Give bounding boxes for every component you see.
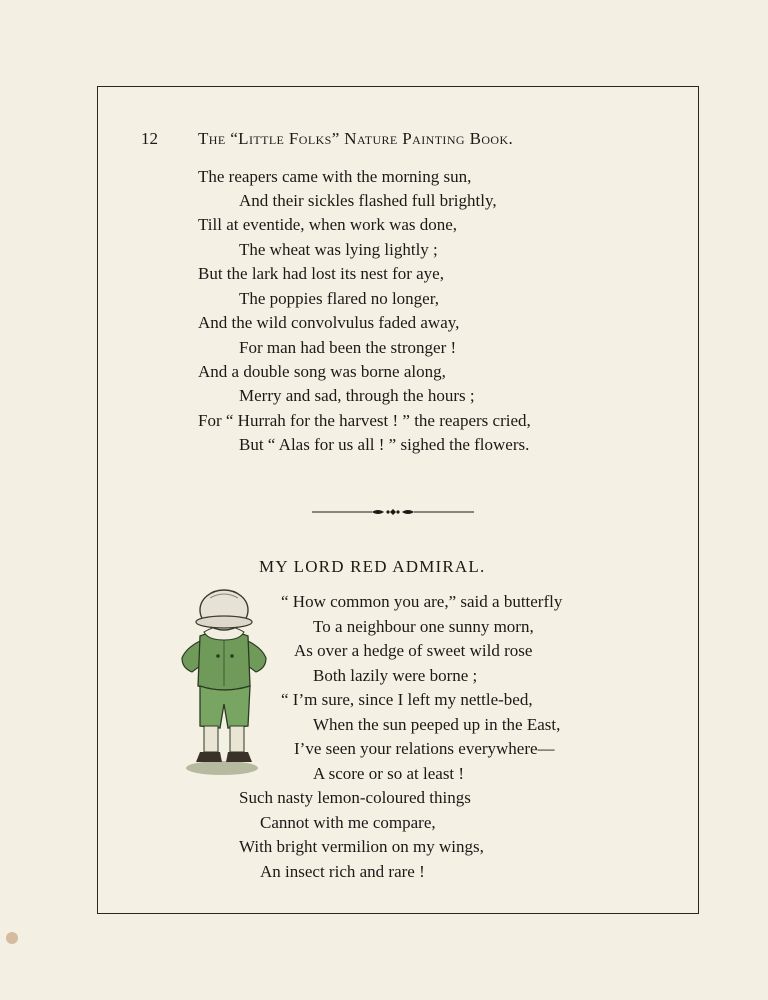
poem-line: Till at eventide, when work was done, bbox=[198, 215, 458, 234]
poem-line: Cannot with me compare, bbox=[260, 813, 436, 832]
poem-line: When the sun peeped up in the East, bbox=[313, 715, 561, 734]
page-header bbox=[0, 129, 768, 153]
poem-line: And a double song was borne along, bbox=[198, 362, 446, 381]
poem-line: An insect rich and rare ! bbox=[260, 862, 425, 881]
poem-line: The poppies flared no longer, bbox=[239, 289, 439, 308]
poem-line: But the lark had lost its nest for aye, bbox=[198, 264, 444, 283]
poem-line: But “ Alas for us all ! ” sighed the flowers. bbox=[239, 435, 530, 454]
page-number: 12 bbox=[141, 129, 158, 148]
poem-title: MY LORD RED ADMIRAL. bbox=[259, 557, 486, 576]
poem-line: “ I’m sure, since I left my nettle-bed, bbox=[281, 690, 533, 709]
poem-line: The wheat was lying lightly ; bbox=[239, 240, 438, 259]
poem-line: As over a hedge of sweet wild rose bbox=[294, 641, 533, 660]
poem-line: Both lazily were borne ; bbox=[313, 666, 478, 685]
poem-line: Such nasty lemon-coloured things bbox=[239, 788, 471, 807]
boy-in-green-suit-illustration bbox=[178, 586, 270, 782]
poem-line: For man had been the stronger ! bbox=[239, 338, 457, 357]
poem-line: A score or so at least ! bbox=[313, 764, 465, 783]
section-divider-ornament bbox=[312, 506, 474, 518]
poem-line: Merry and sad, through the hours ; bbox=[239, 386, 475, 405]
poem-line: I’ve seen your relations everywhere— bbox=[294, 739, 555, 758]
poem-line: “ How common you are,” said a butterfly bbox=[281, 592, 563, 611]
poem-line: And their sickles flashed full brightly, bbox=[239, 191, 497, 210]
poem-line: To a neighbour one sunny morn, bbox=[313, 617, 534, 636]
poem-line: And the wild convolvulus faded away, bbox=[198, 313, 460, 332]
foxing-spot bbox=[6, 932, 18, 944]
poem-line: For “ Hurrah for the harvest ! ” the reapers cried, bbox=[198, 411, 531, 430]
poem-line: The reapers came with the morning sun, bbox=[198, 167, 472, 186]
poem-line: With bright vermilion on my wings, bbox=[239, 837, 484, 856]
running-title: The “Little Folks” Nature Painting Book. bbox=[198, 129, 514, 148]
